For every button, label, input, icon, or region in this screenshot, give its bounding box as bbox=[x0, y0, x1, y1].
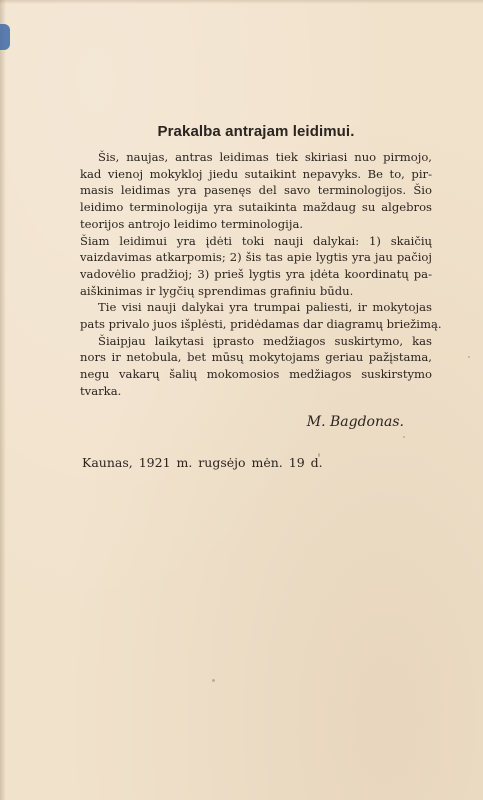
paper-speck bbox=[468, 356, 470, 358]
preface-paragraph bbox=[80, 149, 432, 233]
preface-paragraph bbox=[80, 333, 432, 400]
preface-paragraph bbox=[80, 299, 442, 332]
author-signature: M. Bagdonas. bbox=[306, 413, 404, 430]
text-line: negu vakarų šalių mokomosios medžiagos suskirstymo bbox=[80, 367, 432, 382]
text-line: Tie visi nauji dalykai yra trumpai paliesti, ir mokytojas bbox=[98, 300, 432, 315]
place-and-date: Kaunas, 1921 m. rugsėjo mėn. 19 d. bbox=[82, 454, 323, 470]
text-line: pats privalo juos išplėsti, pridėdamas dar diagramų briežimą. bbox=[80, 317, 442, 332]
text-line: tvarka. bbox=[80, 383, 122, 398]
page-edge-shadow-top bbox=[0, 0, 483, 4]
text-line: Šis, naujas, antras leidimas tiek skiriasi nuo pirmojo, bbox=[98, 150, 432, 164]
text-line: vaizdavimas atkarpomis; 2) šis tas apie lygtis yra jau pačioj bbox=[80, 250, 432, 265]
text-line: Šiam leidimui yra įdėti toki nauji dalykai: 1) skaičių bbox=[80, 233, 432, 248]
page-title: Prakalba antrajam leidimui. bbox=[157, 123, 355, 140]
binding-mark bbox=[0, 24, 10, 50]
text-line: teorijos antrojo leidimo terminologija. bbox=[80, 216, 304, 231]
text-line: aiškinimas ir lygčių sprendimas grafiniu būdu. bbox=[80, 283, 354, 298]
text-line: leidimo terminologija yra sutaikinta maždaug su algebros bbox=[80, 200, 432, 215]
text-line: vadovėlio pradžioj; 3) prieš lygtis yra įdėta koordinatų pa- bbox=[80, 266, 432, 281]
text-line: nors ir netobula, bet mūsų mokytojams geriau pažįstama, bbox=[80, 350, 432, 365]
text-line: masis leidimas yra pasenęs del savo terminologijos. Šio bbox=[80, 183, 432, 198]
preface-paragraph bbox=[80, 233, 432, 300]
paper-speck bbox=[212, 679, 215, 682]
page-edge-shadow-left bbox=[0, 0, 6, 800]
preface-text-block bbox=[80, 123, 442, 470]
text-line: Šiaipjau laikytasi įprasto medžiagos suskirtymo, kas bbox=[98, 333, 432, 348]
text-line: kad vienoj mokykloj jiedu sutaikint nepavyks. Be to, pir- bbox=[80, 166, 432, 181]
